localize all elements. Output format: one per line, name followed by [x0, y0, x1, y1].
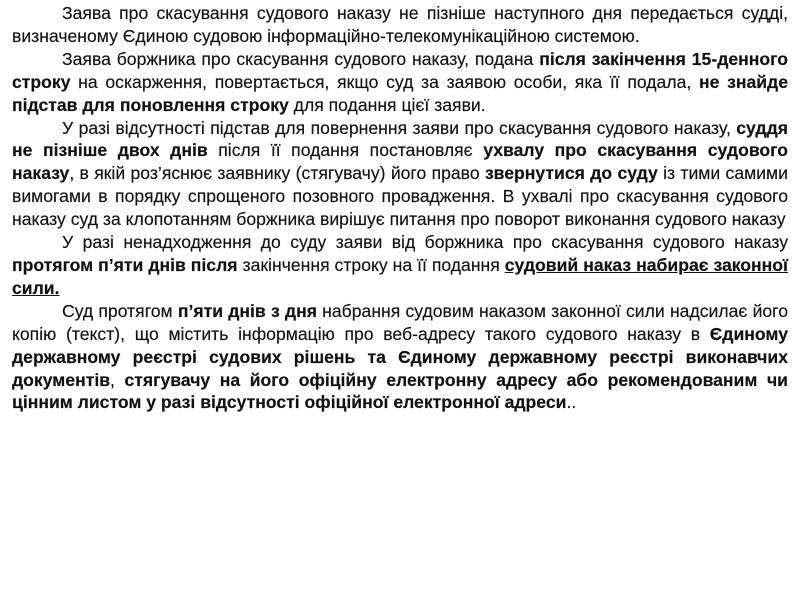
- text-segment: , в якій роз’яснює заявнику (стягувачу) його право: [69, 163, 485, 184]
- text-segment: Суд протягом: [62, 300, 178, 321]
- text-segment: набрання судовим наказом законної сили надсилає його копію (текст), що містить інформацію про веб-адресу такого судового наказу в: [12, 300, 788, 344]
- text-segment: Заява про скасування судового наказу не пізніше наступного дня передається судді, визначеному Єдиною судовою інформаційно-телекомунікаційною системою.: [12, 3, 788, 46]
- bold-segment: ухвалу про скасування судового наказу: [12, 140, 788, 184]
- text-segment: із тими самими вимогами в порядку спрощеного позовного провадження. В ухвалі про скасування судового наказу суд за клопотанням боржника вирішує питання про поворот виконання судового наказу: [12, 163, 788, 230]
- text-segment: для подання цієї заяви.: [288, 94, 486, 115]
- bold-underlined-segment: судовий наказ набирає законної сили.: [12, 254, 789, 298]
- bold-segment: стягувачу на його офіційну електронну адресу або рекомендованим чи цінним листом у разі відсутності офіційної електронної адреси: [12, 369, 788, 413]
- bold-segment: не знайде підстав для поновлення строку: [12, 71, 788, 115]
- bold-segment: після закінчення 15-денного строку: [12, 48, 788, 92]
- paragraph-4: [12, 231, 788, 300]
- bold-segment: п’яти днів з дня: [177, 300, 317, 321]
- text-segment: закінчення строку на її подання: [237, 254, 505, 275]
- text-segment: ..: [566, 392, 577, 413]
- bold-segment: протягом п’яти днів після: [12, 254, 238, 275]
- text-segment: на оскарження, повертається, якщо суд за заявою особи, яка її подала,: [70, 71, 699, 92]
- text-segment: У разі відсутності підстав для повернення заяви про скасування судового наказу,: [62, 117, 737, 138]
- paragraph-3: [12, 117, 788, 232]
- text-segment: ,: [110, 369, 125, 390]
- text-segment: Заява боржника про скасування судового наказу, подана: [62, 48, 540, 69]
- document-page: [12, 2, 788, 414]
- paragraph-5: [12, 300, 788, 415]
- bold-segment: Єдиному державному реєстрі судових рішень та Єдиному державному реєстрі виконавчих документів: [12, 323, 788, 390]
- bold-segment: звернутися до суду: [484, 163, 658, 184]
- text-segment: після її подання постановляє: [207, 140, 484, 161]
- text-segment: У разі ненадходження до суду заяви від боржника про скасування судового наказу: [62, 232, 788, 253]
- paragraph-2: [12, 48, 788, 117]
- paragraph-1: [12, 2, 788, 48]
- bold-segment: суддя не пізніше двох днів: [12, 117, 788, 161]
